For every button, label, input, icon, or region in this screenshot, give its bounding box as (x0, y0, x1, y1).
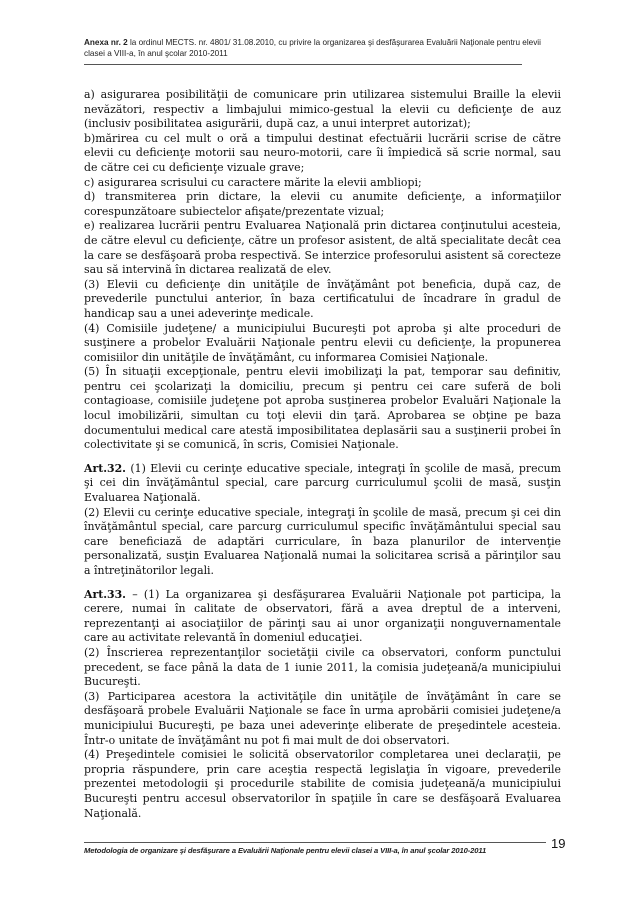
document-body (84, 88, 561, 821)
header-text: la ordinul MECTS. nr. 4801/ 31.08.2010, cu privire la organizarea şi desfăşurarea Evaluării Naţionale pentru elevii clasei a VIII-a, în anul şcolar 2010-2011 (84, 38, 541, 58)
header-rule (84, 64, 522, 65)
article-33-paragraph-1 (84, 588, 561, 646)
section-gap (84, 453, 561, 462)
footer-rule (84, 842, 546, 843)
paragraph: d) transmiterea prin dictare, la elevii cu anumite deficienţe, a informaţiilor corespunzătoare subiectelor afişate/prezentate vizual; (84, 190, 561, 218)
page-number: 19 (551, 836, 566, 851)
article-32-label: Art.32. (84, 461, 126, 475)
article-33-paragraph-3: (3) Participarea acestora la activităţile din unităţile de învăţământ în care se desfăşoară probele Evaluării Naţionale se face în urma aprobării comisiei judeţene/a municipiului Bucureşti, pe baza unei adeverinţe eliberate de preşedintele acesteia. Într-o unitate de învăţământ nu pot fi mai mult de doi observatori. (84, 689, 561, 747)
paragraph: c) asigurarea scrisului cu caractere mărite la elevii ambliopi; (84, 175, 422, 189)
section-gap (84, 579, 561, 588)
article-32-text: (1) Elevii cu cerinţe educative speciale, integraţi în şcolile de masă, precum şi cei din învăţământul special, care parcurg curriculumul şcolii de masă, susţin Evaluarea Naţională. (84, 461, 561, 505)
article-32-paragraph-2: (2) Elevii cu cerinţe educative speciale, integraţi în şcolile de masă, precum şi cei din învăţământul special, care parcurg curriculumul specific învăţământului special sau care beneficiază de adaptări curriculare, în baza planurilor de intervenţie personalizată, susţin Evaluarea Naţională numai la solicitarea scrisă a părinţilor sau a întreţinătorilor legali. (84, 505, 561, 577)
paragraph: e) realizarea lucrării pentru Evaluarea Naţională prin dictarea conţinutului acesteia, de către elevul cu deficienţe, către un profesor asistent, de altă specialitate decât cea la care se desfăşoară proba respectivă. Se interzice profesorului asistent să corecteze sau să intervină în dictarea realizată de elev. (84, 219, 561, 277)
paragraph: b)mărirea cu cel mult o oră a timpului destinat efectuării lucrării scrise de către elevii cu deficienţe motorii sau neuro-motorii, care îi împiedică să scrie normal, sau de către cei cu deficienţe vizuale grave; (84, 131, 561, 174)
paragraph: (4) Comisiile judeţene/ a municipiului Bucureşti pot aproba şi alte proceduri de susţinere a probelor Evaluării Naţionale pentru elevii cu deficienţe, la propunerea comisiilor din unităţile de învăţământ, cu informarea Comisiei Naţionale. (84, 321, 561, 364)
article-33-text: – (1) La organizarea şi desfăşurarea Evaluării Naţionale pot participa, la cerere, numai în calitate de observatori, fără a avea dreptul de a interveni, reprezentanţi ai asociaţiilor de părinţi sau ai unor organizaţii nonguvernamentale care au activitate relevantă în domeniul educaţiei. (84, 587, 561, 645)
article-32-paragraph-1 (84, 462, 561, 506)
paragraph: (3) Elevii cu deficienţe din unităţile de învăţământ pot beneficia, după caz, de prevederile punctului anterior, în baza certificatului de încadrare în gradul de handicap sau a unei adeverinţe medicale. (84, 277, 561, 320)
paragraph: (5) În situaţii excepţionale, pentru elevii imobilizaţi la pat, temporar sau definitiv, pentru cei şcolarizaţi la domiciliu, precum şi pentru cei care suferă de boli contagioase, comisiile judeţene pot aproba susţinerea probelor Evaluări Naţionale la locul imobilizării, simultan cu toţi elevii din ţară. Aprobarea se obţine pe baza documentului medical care atestă imposibilitatea deplasării sau a susţinerii probei în colectivitate şi se comunică, în scris, Comisiei Naţionale. (84, 365, 561, 452)
article-33-paragraph-4: (4) Preşedintele comisiei le solicită observatorilor completarea unei declaraţii, pe propria răspundere, prin care aceştia respectă legislaţia în vigoare, prevederile prezentei metodologii şi procedurile stabilite de comisia judeţeană/a municipiului Bucureşti pentru accesul observatorilor în spaţiile în care se desfăşoară Evaluarea Naţională. (84, 748, 561, 820)
page-header (84, 37, 564, 59)
article-33-label: Art.33. (84, 587, 126, 601)
page-footer: Metodologia de organizare şi desfăşurare a Evaluării Naţionale pentru elevii clasei a VIII-a, în anul şcolar 2010-2011 (84, 846, 487, 855)
article-33-paragraph-2: (2) Înscrierea reprezentanţilor societăţii civile ca observatori, conform punctului precedent, se face până la data de 1 iunie 2011, la comisia judeţeană/a municipiului Bucureşti. (84, 645, 561, 689)
paragraph: a) asigurarea posibilităţii de comunicare prin utilizarea sistemului Braille la elevii nevăzători, respectiv a limbajului mimico-gestual la elevii cu deficienţe de auz (inclusiv posibilitatea asigurării, după caz, a unui interpret autorizat); (84, 88, 561, 131)
annex-label: Anexa nr. 2 (84, 38, 128, 47)
